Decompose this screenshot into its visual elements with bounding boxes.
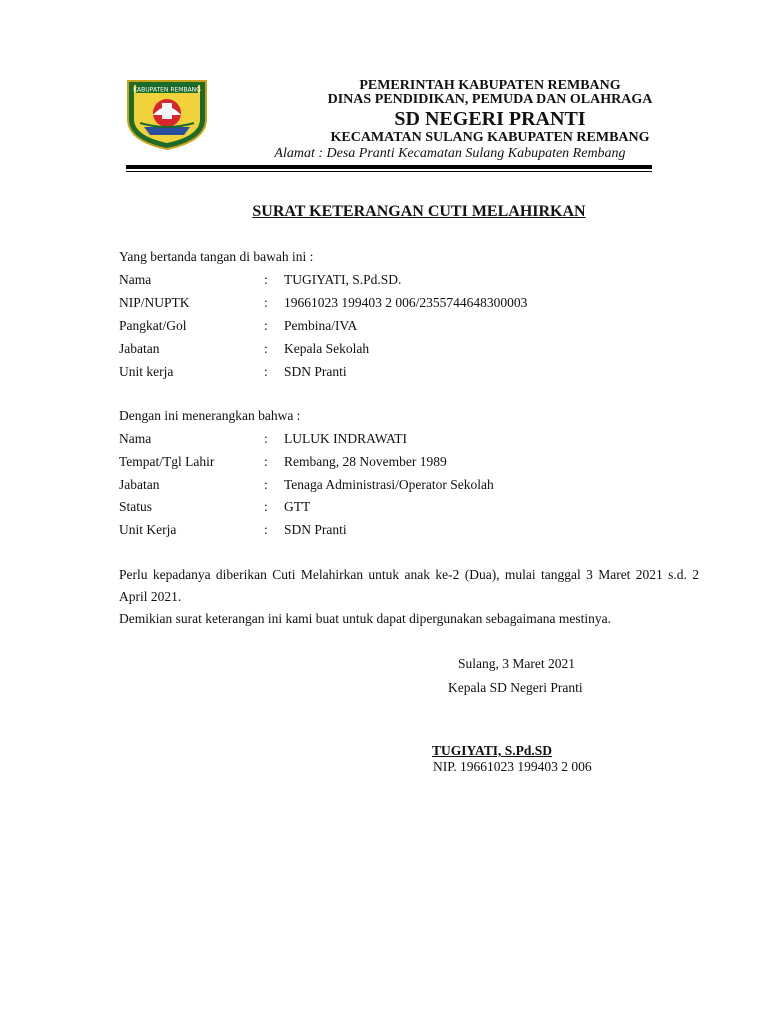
subject-value-status: GTT	[284, 499, 311, 514]
signer-value-unit: SDN Pranti	[284, 364, 347, 379]
header-school-name: SD NEGERI PRANTI	[394, 108, 586, 130]
signer-label-nip: NIP/NUPTK	[119, 295, 190, 310]
header-rule-thick	[126, 165, 652, 169]
header-district: KECAMATAN SULANG KABUPATEN REMBANG	[330, 130, 650, 145]
colon: :	[264, 341, 268, 356]
closing-paragraph: Demikian surat keterangan ini kami buat untuk dapat dipergunakan sebagaimana mestinya.	[119, 611, 611, 626]
subject-label-birth: Tempat/Tgl Lahir	[119, 454, 215, 469]
logo-text: KABUPATEN REMBANG	[133, 86, 201, 94]
colon: :	[264, 318, 268, 333]
leave-paragraph: Perlu kepadanya diberikan Cuti Melahirkan untuk anak ke-2 (Dua), mulai tanggal 3 Maret 2021 s.d. 2 April 2021.	[119, 567, 699, 604]
subject-value-birth: Rembang, 28 November 1989	[284, 454, 447, 469]
subject-value-position: Tenaga Administrasi/Operator Sekolah	[284, 477, 494, 492]
colon: :	[264, 522, 268, 537]
signer-value-nip: 19661023 199403 2 006/2355744648300003	[284, 295, 528, 310]
signer-value-rank: Pembina/IVA	[284, 318, 358, 333]
signer-label-unit: Unit kerja	[119, 364, 174, 379]
subject-label-status: Status	[119, 499, 153, 514]
signer-intro: Yang bertanda tangan di bawah ini :	[119, 249, 314, 264]
subject-intro: Dengan ini menerangkan bahwa :	[119, 408, 301, 423]
subject-label-position: Jabatan	[119, 477, 160, 492]
header-address: Alamat : Desa Pranti Kecamatan Sulang Kabupaten Rembang	[274, 146, 626, 161]
signature-nip: NIP. 19661023 199403 2 006	[433, 759, 592, 774]
document-title: SURAT KETERANGAN CUTI MELAHIRKAN	[252, 203, 586, 220]
colon: :	[264, 454, 268, 469]
signer-label-position: Jabatan	[119, 341, 160, 356]
subject-value-name: LULUK INDRAWATI	[284, 431, 408, 446]
colon: :	[264, 295, 268, 310]
signer-value-name: TUGIYATI, S.Pd.SD.	[284, 272, 402, 287]
regency-logo	[126, 79, 208, 151]
colon: :	[264, 431, 268, 446]
signature-place-date: Sulang, 3 Maret 2021	[458, 656, 575, 671]
colon: :	[264, 272, 268, 287]
header-government: PEMERINTAH KABUPATEN REMBANG	[359, 78, 621, 93]
signer-label-name: Nama	[119, 272, 152, 287]
subject-label-unit: Unit Kerja	[119, 522, 177, 537]
signer-value-position: Kepala Sekolah	[284, 341, 370, 356]
signature-position: Kepala SD Negeri Pranti	[448, 680, 583, 695]
colon: :	[264, 499, 268, 514]
subject-value-unit: SDN Pranti	[284, 522, 347, 537]
header-rule-thin	[126, 171, 652, 172]
colon: :	[264, 364, 268, 379]
subject-label-name: Nama	[119, 431, 152, 446]
signer-label-rank: Pangkat/Gol	[119, 318, 187, 333]
header-department: DINAS PENDIDIKAN, PEMUDA DAN OLAHRAGA	[327, 92, 653, 107]
signature-name: TUGIYATI, S.Pd.SD	[432, 743, 553, 758]
colon: :	[264, 477, 268, 492]
